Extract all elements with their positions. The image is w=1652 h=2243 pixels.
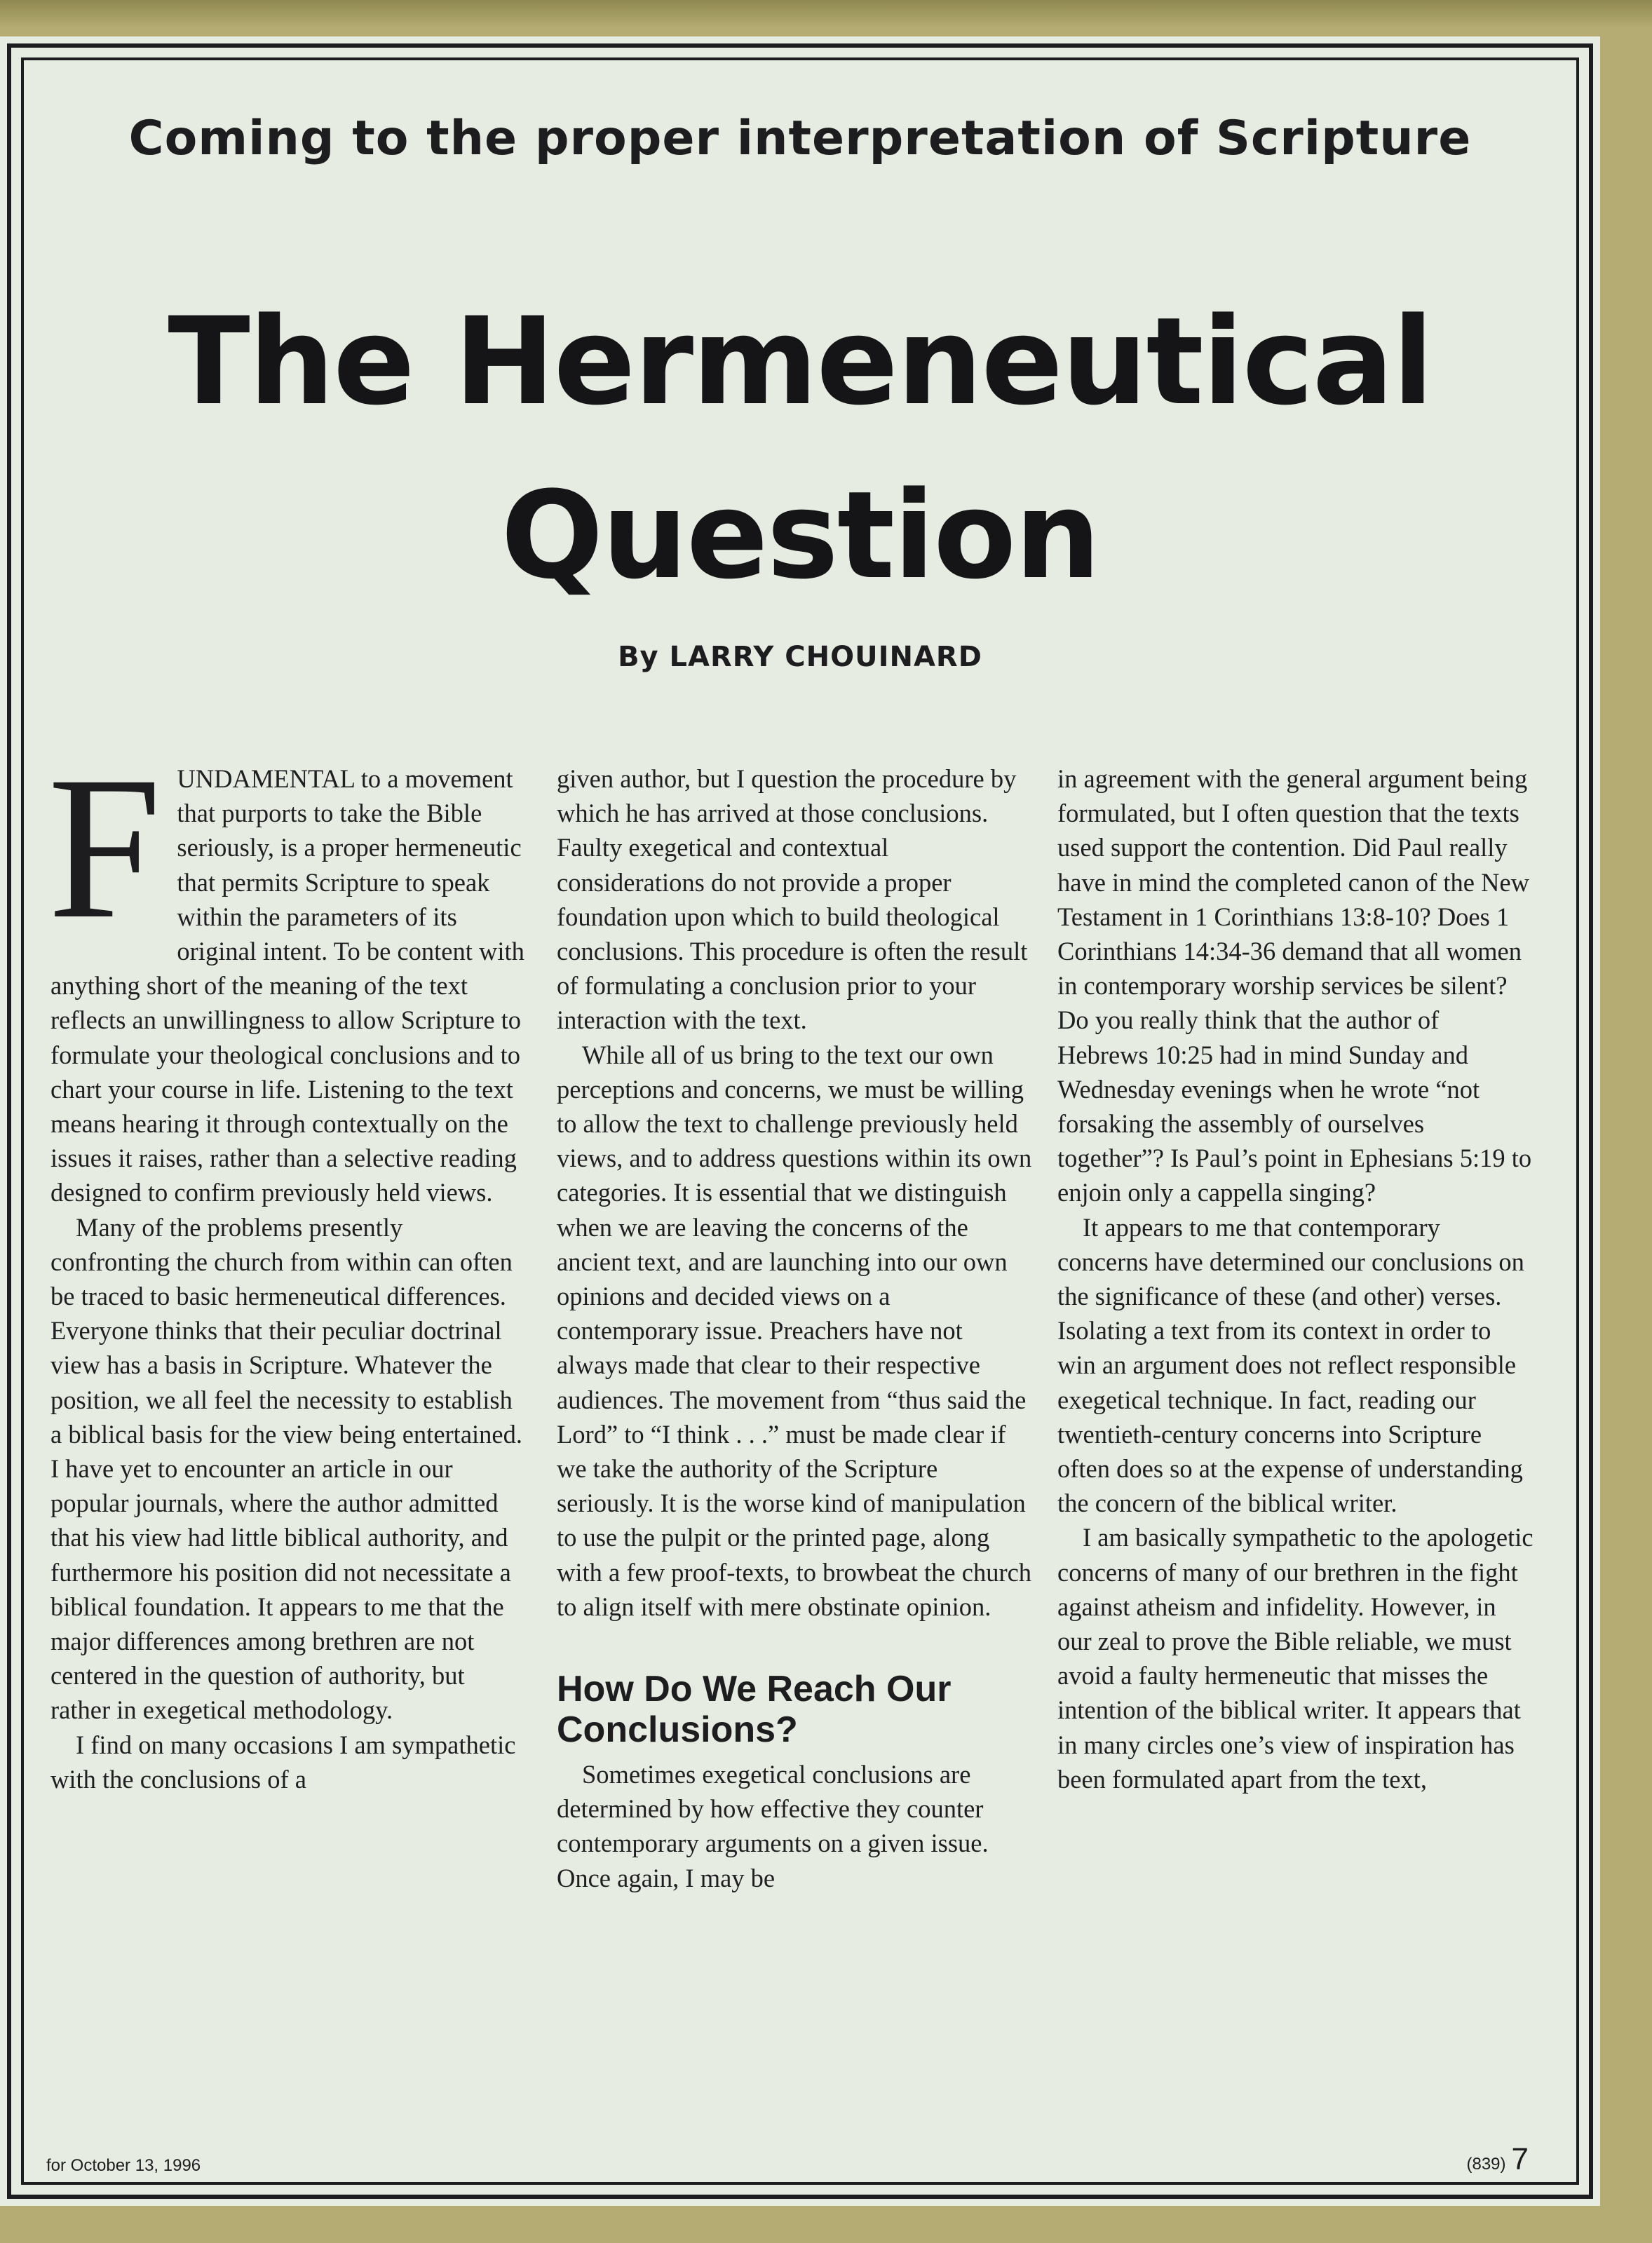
paragraph: It appears to me that contemporary concerns have determined our conclusions on the significance of these (and other) verses. Isolating a text from its context in order to win an argument does not reflect responsible exegetical technique. In fact, reading our twentieth-century concerns into Scripture often does so at the expense of understanding the concern of the biblical writer. [1057,1212,1524,1518]
article-title [28,275,1572,623]
paragraph: in agreement with the general argument being formulated, but I often question that the texts used support the contention. Did Paul really have in mind the completed canon of the New Testament in 1 Corinthians 13:8-10? Does 1 Corinthians 14:34-36 demand that all women in contemporary worship services be silent? Do you really think that the author of Hebrews 10:25 had in mind Sunday and Wednesday evenings when he wrote “not forsaking the assembly of ourselves together”? Is Paul’s point in Ephesians 5:19 to enjoin only a cappella singing? [1057,764,1532,1207]
byline: By LARRY CHOUINARD [618,641,982,673]
column-1 [48,735,527,1796]
magazine-page [0,36,1600,2206]
title-line-2: Question [501,465,1099,606]
footer-code: (839) [1466,2155,1506,2174]
paragraph: I find on many occasions I am sympathetic with the conclusions of a [50,1730,516,1794]
paragraph: I am basically sympathetic to the apologetic concerns of many of our brethren in the fight against atheism and infidelity. However, in our zeal to prove the Bible reliable, we must avoid a faulty hermeneutic that misses the intention of the biblical writer. It appears that in many circles one’s view of inspiration has been formulated apart from the text, [1057,1523,1533,1794]
column-3 [1057,761,1534,1796]
footer-page-info [1466,2142,1529,2177]
column-2 [557,761,1034,1895]
paragraph-text: UNDAMENTAL to a movement that purports to take the Bible seriously, is a proper hermeneutic that permits Scripture to speak within the parameters of its original intent. To be content with anything short of the meaning of the text reflects an unwillingness to allow Scripture to formulate your theological conclusions and to chart your course in life. Listening to the text means hearing it through contextually on the issues it raises, rather than a selective reading designed to confirm previously held views. [50,764,524,1207]
title-line-1: The Hermeneutical [168,291,1433,432]
section-subhead: How Do We Reach Our Conclusions? [557,1669,952,1751]
paragraph: While all of us bring to the text our own perceptions and concerns, we must be willing to allow the text to challenge previously held views, and to address questions within its own categories. It is essential that we distinguish when we are leaving the concerns of the ancient text, and are launching into our own opinions and decided views on a contemporary issue. Preachers have not always made that clear to their respective audiences. The movement from “thus said the Lord” to “I think . . .” must be made clear if we take the authority of the Scripture seriously. It is the worse kind of manipulation to use the pulpit or the printed page, along with a few proof-texts, to browbeat the church to align itself with mere obstinate opinion. [557,1040,1032,1621]
footer-date: for October 13, 1996 [46,2156,201,2175]
scan-edge [0,0,1652,28]
paragraph: Many of the problems presently confronting the church from within can often be traced to basic hermeneutical differences. Everyone thinks that their peculiar doctrinal view has a basis in Scripture. Whatever the position, we all feel the necessity to establish a biblical basis for the view being entertained. I have yet to encounter an article in our popular journals, where the author admitted that his view had little biblical authority, and furthermore his position did not necessitate a biblical foundation. It appears to me that the major differences among brethren are not centered in the question of authority, but rather in exegetical methodology. [50,1212,522,1725]
paragraph: given author, but I question the procedure by which he has arrived at those conclusions. Faulty exegetical and contextual considerations do not provide a proper foundation upon which to build theological conclusions. This procedure is often the result of formulating a conclusion prior to your interaction with the text. [557,764,1028,1035]
paragraph [48,735,527,1210]
paragraph: Sometimes exegetical conclusions are determined by how effective they counter contemporary arguments on a given issue. Once again, I may be [557,1760,989,1892]
kicker-heading: Coming to the proper interpretation of Scripture [128,111,1472,166]
drop-cap: F [48,735,162,961]
page-number: 7 [1511,2142,1529,2176]
